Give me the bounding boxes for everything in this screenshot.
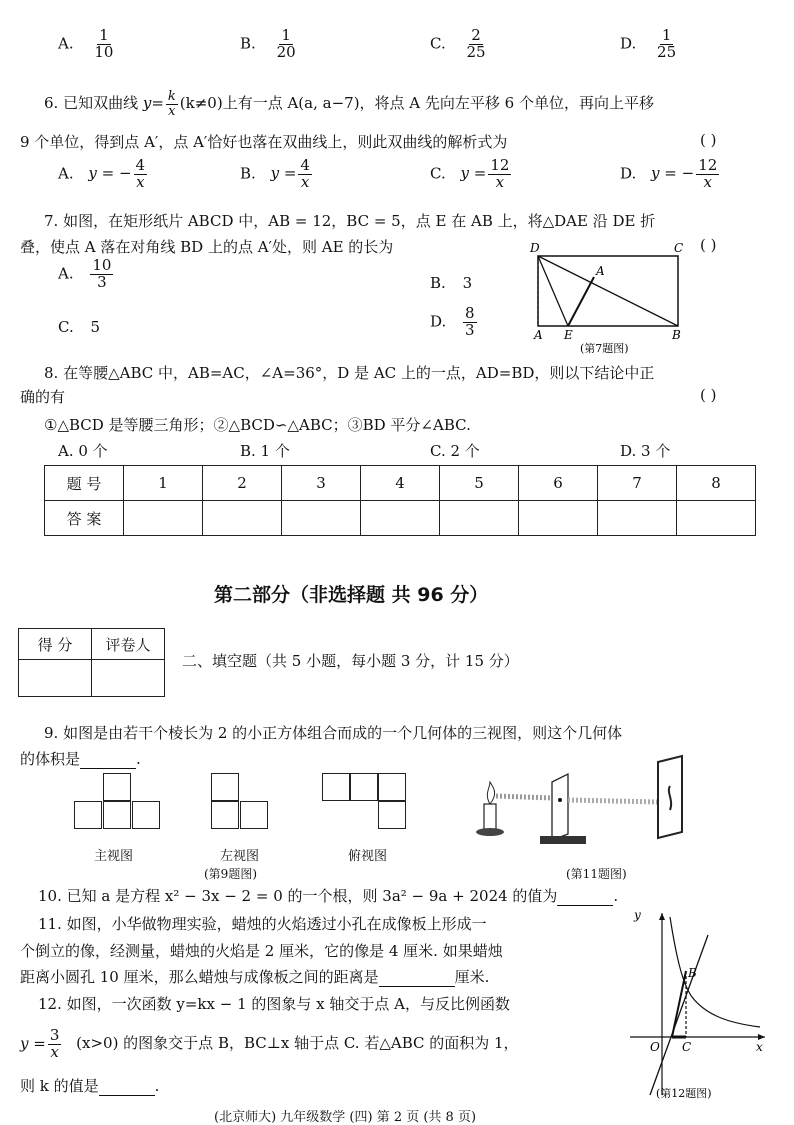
q12-figure — [620, 905, 770, 1105]
label-a: A — [534, 328, 543, 342]
q6-option-a: A. y = − $\frac{4}{x}$ — [58, 156, 146, 191]
score-cell[interactable] — [19, 660, 92, 697]
q10-line: 10. 已知 a 是方程 x² − 3x − 2 = 0 的一个根，则 3a² − 9a + 2024 的值为 . — [38, 887, 619, 905]
answer-cell[interactable] — [203, 501, 282, 536]
candle-flame — [487, 782, 494, 804]
front-view-label: 主视图 — [94, 849, 134, 864]
part2-title: 第二部分（非选择题 共 96 分） — [214, 584, 489, 606]
q7-line2: 叠，使点 A 落在对角线 BD 上的点 A′处，则 AE 的长为 — [20, 238, 394, 256]
answer-table-number-row — [45, 466, 756, 501]
label-x: x — [756, 1040, 763, 1054]
q6-option-d: D. y = − $\frac{12}{x}$ — [620, 156, 718, 191]
label-d: D — [530, 241, 540, 255]
q6-option-c: C. y = $\frac{12}{x}$ — [430, 156, 510, 191]
q8-answer-paren: ( ) — [700, 386, 717, 404]
q6-line2: 9 个单位，得到点 A′，点 A′恰好也落在双曲线上，则此双曲线的解析式为 — [20, 133, 508, 151]
question-number: 5 — [440, 466, 519, 501]
pinhole — [558, 798, 562, 802]
q9-line2: 的体积是 . — [20, 750, 141, 768]
segment-ea-prime — [568, 277, 594, 326]
label-c: C — [674, 241, 684, 255]
q12-line3: 则 k 的值是 . — [20, 1077, 160, 1095]
grader-cell[interactable] — [92, 660, 165, 697]
answer-cell[interactable] — [282, 501, 361, 536]
q11-caption: (第11题图) — [566, 867, 627, 881]
q8-option-c: C. 2 个 — [430, 442, 480, 460]
q8-line1: 8. 在等腰△ABC 中，AB=AC，∠A=36°，D 是 AC 上的一点，AD=BD，则以下结论中正 — [44, 364, 655, 382]
label-b: B — [688, 966, 697, 980]
q6-option-b: B. y = $\frac{4}{x}$ — [240, 156, 310, 191]
score-box — [18, 628, 165, 697]
hyperbola-curve — [670, 917, 760, 1027]
top-view-label: 俯视图 — [348, 849, 388, 864]
fold-line-de — [538, 256, 568, 326]
y-axis-arrow — [659, 913, 665, 920]
label-a-prime: A — [596, 264, 605, 278]
answer-cell[interactable] — [598, 501, 677, 536]
question-number: 3 — [282, 466, 361, 501]
q11-line2: 个倒立的像，经测量，蜡烛的火焰是 2 厘米，它的像是 4 厘米. 如果蜡烛 — [20, 942, 503, 960]
q6-line1: 6. 已知双曲线 y= $\frac{k}{x}$ (k≠0)上有一点 A(a, a−7)，将点 A 先向左平移 6 个单位，再向上平移 — [44, 89, 654, 119]
q7-answer-paren: ( ) — [700, 236, 717, 254]
q9-line1: 9. 如图是由若干个棱长为 2 的小正方体组合而成的一个几何体的三视图，则这个几何体 — [44, 724, 623, 742]
q8-option-b: B. 1 个 — [240, 442, 290, 460]
q5-option-a: A. $\frac{1}{10}$ — [58, 26, 114, 61]
answer-table-header: 题 号 — [45, 466, 124, 501]
q7-caption: (第7题图) — [580, 342, 629, 355]
page-footer: (北京师大) 九年级数学 (四) 第 2 页 (共 8 页) — [214, 1110, 477, 1125]
answer-cell[interactable] — [124, 501, 203, 536]
q9-answer-blank[interactable] — [80, 750, 136, 769]
q8-line2: 确的有 — [20, 388, 66, 406]
answer-cell[interactable] — [440, 501, 519, 536]
answer-cell[interactable] — [361, 501, 440, 536]
question-number: 8 — [677, 466, 756, 501]
q5-option-d: D. $\frac{1}{25}$ — [620, 26, 677, 61]
q7-option-a: A. $\frac{10}{3}$ — [58, 256, 112, 291]
question-number: 1 — [124, 466, 203, 501]
candle — [484, 804, 496, 830]
q8-option-d: D. 3 个 — [620, 442, 671, 460]
q6-answer-paren: ( ) — [700, 131, 717, 149]
linear-function-line — [650, 935, 708, 1095]
q12-caption: (第12题图) — [656, 1087, 712, 1100]
light-rays-left — [496, 796, 552, 798]
q5-option-c: C. $\frac{2}{25}$ — [430, 26, 486, 61]
q5-option-b: B. $\frac{1}{20}$ — [240, 26, 296, 61]
label-o: O — [650, 1040, 660, 1054]
q12-line2: y = $\frac{3}{x}$ (x>0) 的图象交于点 B，BC⊥x 轴于点 C. 若△ABC 的面积为 1， — [20, 1026, 519, 1061]
pinhole-board — [552, 774, 568, 840]
q11-figure — [460, 752, 720, 862]
grader-label: 评卷人 — [92, 629, 165, 660]
label-y: y — [634, 908, 641, 922]
answer-cell[interactable] — [677, 501, 756, 536]
q11-line3: 距离小圆孔 10 厘米，那么蜡烛与成像板之间的距离是 厘米. — [20, 968, 490, 986]
score-label: 得 分 — [19, 629, 92, 660]
label-e: E — [564, 328, 573, 342]
q8-option-a: A. 0 个 — [58, 442, 108, 460]
question-number: 4 — [361, 466, 440, 501]
label-b: B — [672, 328, 681, 342]
q11-line1: 11. 如图，小华做物理实验，蜡烛的火焰透过小孔在成像板上形成一 — [38, 915, 487, 933]
answer-row-header: 答 案 — [45, 501, 124, 536]
question-number: 2 — [203, 466, 282, 501]
q11-answer-blank[interactable] — [379, 968, 455, 987]
q9-caption: (第9题图) — [204, 867, 257, 881]
q12-line1: 12. 如图，一次函数 y=kx − 1 的图象与 x 轴交于点 A，与反比例函数 — [38, 995, 510, 1013]
q8-line3: ①△BCD 是等腰三角形；②△BCD∽△ABC；③BD 平分∠ABC. — [44, 416, 471, 434]
section2-title: 二、填空题（共 5 小题，每小题 3 分，计 15 分） — [182, 652, 519, 670]
label-c: C — [682, 1040, 692, 1054]
candle-base — [476, 828, 504, 836]
q7-option-c: C. 5 — [58, 318, 101, 336]
q7-option-d: D. $\frac{8}{3}$ — [430, 304, 475, 339]
light-rays-right — [568, 800, 658, 802]
segment-ab — [672, 971, 686, 1037]
q7-option-b: B. 3 — [430, 274, 473, 292]
q7-figure — [524, 240, 694, 355]
q7-line1: 7. 如图，在矩形纸片 ABCD 中，AB = 12，BC = 5，点 E 在 AB 上，将△DAE 沿 DE 折 — [44, 212, 656, 230]
question-number: 6 — [519, 466, 598, 501]
answer-cell[interactable] — [519, 501, 598, 536]
answer-table — [44, 465, 756, 536]
question-number: 7 — [598, 466, 677, 501]
q10-answer-blank[interactable] — [557, 887, 613, 906]
board-stand — [540, 836, 586, 844]
left-view-label: 左视图 — [220, 849, 260, 864]
diagonal-bd — [538, 256, 678, 326]
q12-answer-blank[interactable] — [99, 1077, 155, 1096]
answer-table-answer-row — [45, 501, 756, 536]
